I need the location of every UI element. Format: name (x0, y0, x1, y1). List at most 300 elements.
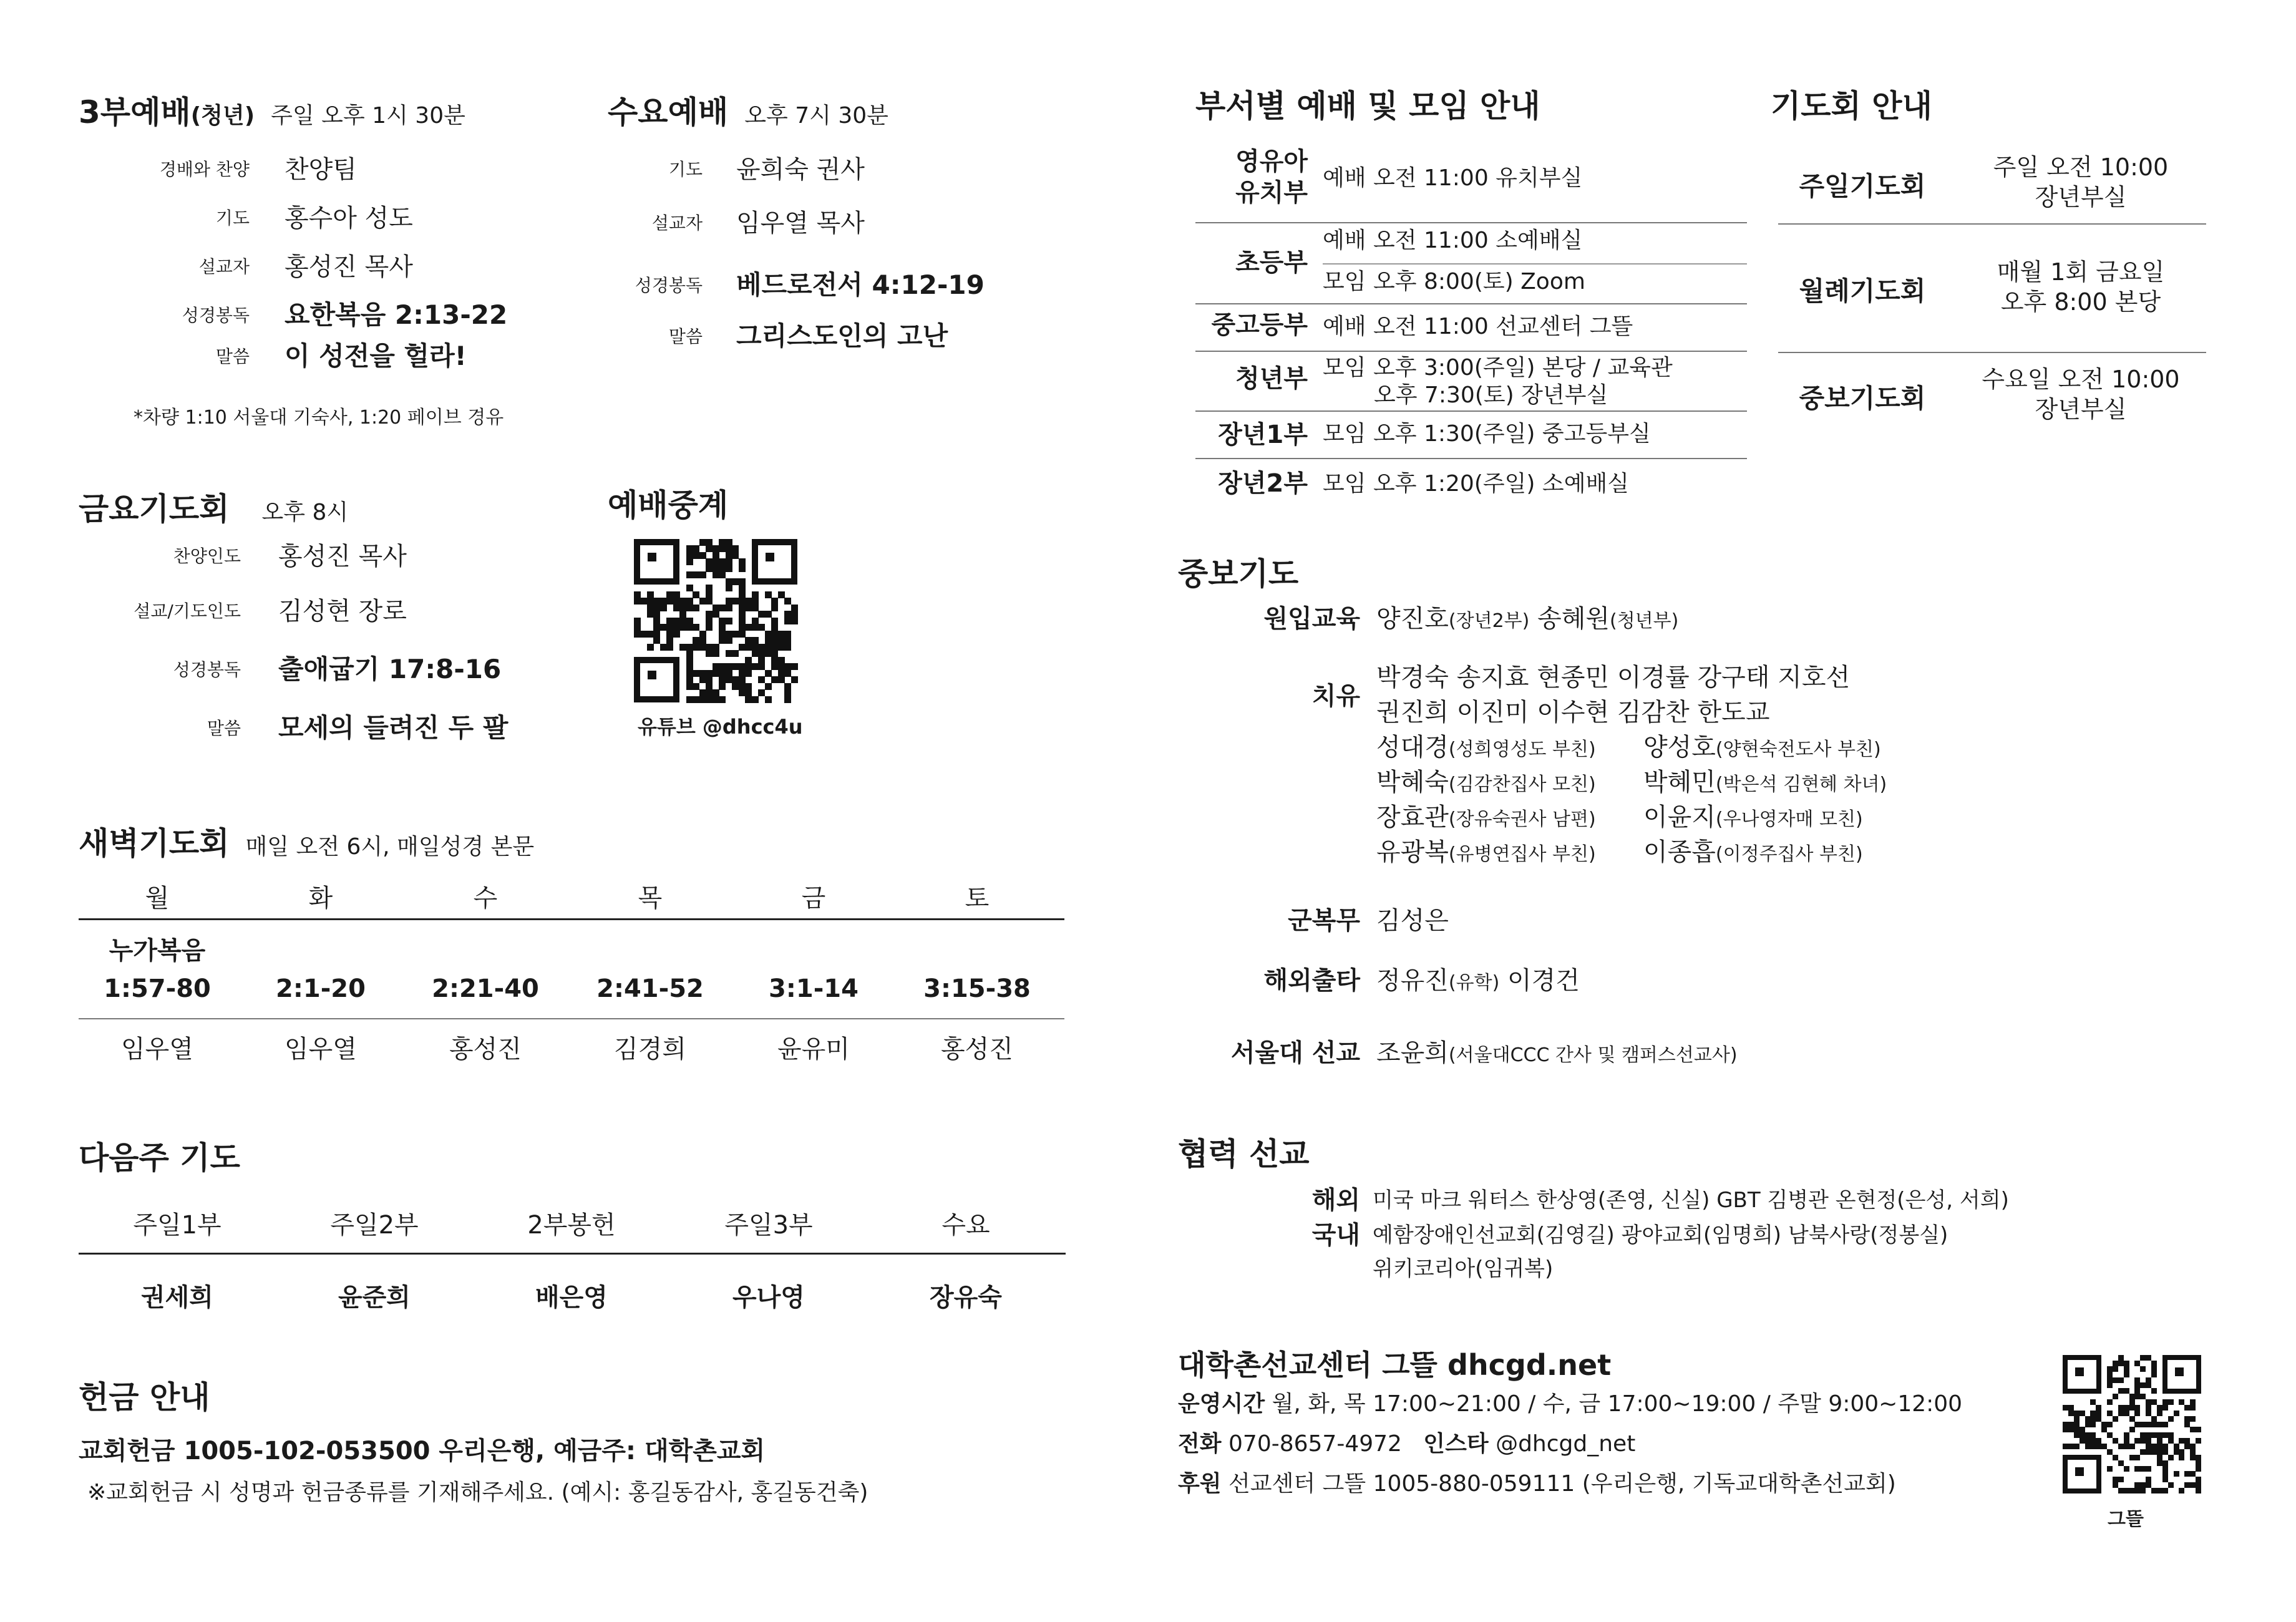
qr-module (791, 676, 798, 683)
qr-module (752, 598, 759, 605)
qr-module (2184, 1471, 2190, 1477)
qr-module (778, 591, 785, 598)
qr-module (693, 696, 699, 703)
qr-module (2090, 1416, 2096, 1422)
qr-module (666, 637, 673, 644)
qr-module (2096, 1438, 2101, 1444)
qr-module (2162, 1449, 2168, 1455)
qr-module (706, 565, 713, 572)
qr-module (719, 696, 726, 703)
qr-module (660, 598, 667, 605)
qr-module (693, 624, 699, 631)
qr-module (2140, 1438, 2146, 1444)
qr-module (2140, 1422, 2146, 1427)
qr-module (2190, 1399, 2196, 1405)
row-value: 베드로전서 4:12-19 (736, 270, 985, 300)
qr-module (739, 689, 746, 696)
qr-module (745, 605, 752, 611)
qr-module (2101, 1444, 2107, 1449)
youtube-qr-code[interactable] (634, 539, 797, 702)
qr-module (2129, 1394, 2135, 1399)
qr-module (699, 539, 706, 546)
qr-module (2124, 1366, 2129, 1372)
dept-schedule: 예배 오전 11:00 유치부실 (1323, 165, 1583, 191)
qr-module (752, 644, 759, 651)
qr-module (2184, 1438, 2190, 1444)
qr-module (778, 663, 785, 670)
qr-module (2068, 1427, 2074, 1432)
qr-module (739, 578, 746, 585)
qr-module (2107, 1382, 2113, 1388)
row-divider (1778, 223, 2206, 225)
center-qr-caption: 그뜰 (2108, 1508, 2144, 1530)
new-members: 양진호(장년2부) 송혜원(청년부) (1376, 605, 1679, 633)
qr-module (2196, 1482, 2201, 1488)
qr-module (666, 598, 673, 605)
qr-module (719, 637, 726, 644)
center-qr-code[interactable] (2063, 1355, 2201, 1493)
qr-module (719, 670, 726, 677)
qr-module (2085, 1416, 2091, 1422)
qr-module (2174, 1444, 2179, 1449)
qr-module (2107, 1432, 2113, 1438)
dawn-table (79, 873, 1064, 1064)
qr-module (634, 618, 641, 624)
qr-module (2146, 1405, 2151, 1411)
qr-module (726, 539, 732, 546)
qr-module (719, 618, 726, 624)
qr-module (739, 585, 746, 591)
row-label: 설교자 (198, 256, 250, 277)
qr-module (2124, 1488, 2129, 1493)
qr-module (713, 558, 719, 565)
qr-module (791, 663, 798, 670)
qr-module (647, 611, 654, 618)
qr-module (2113, 1438, 2118, 1444)
qr-module (2124, 1388, 2129, 1394)
qr-module (771, 605, 778, 611)
qr-module (2179, 1449, 2184, 1455)
qr-module (2113, 1366, 2118, 1372)
prayer-meeting-name: 중보기도회 (1799, 383, 1926, 414)
qr-module (2190, 1449, 2196, 1455)
qr-module (2090, 1438, 2096, 1444)
qr-module (2090, 1432, 2096, 1438)
row-divider (1778, 352, 2206, 353)
qr-module (686, 552, 693, 559)
qr-module (739, 631, 746, 638)
center-title: 대학촌선교센터 그뜰 dhcgd.net (1178, 1348, 1612, 1382)
qr-module (778, 670, 785, 677)
leader: 임우열 (285, 1035, 357, 1064)
qr-module (2140, 1488, 2146, 1493)
qr-module (2184, 1444, 2190, 1449)
qr-module (752, 663, 759, 670)
qr-module (2124, 1444, 2129, 1449)
qr-module (2151, 1416, 2157, 1422)
qr-module (693, 591, 699, 598)
qr-module (653, 624, 660, 631)
healing-pair: 장효관(장유숙권사 남편) (1376, 803, 1596, 832)
qr-module (673, 598, 680, 605)
qr-module (765, 683, 772, 690)
intercession-label: 원입교육 (1263, 605, 1360, 633)
qr-module (732, 598, 739, 605)
qr-module (2157, 1432, 2162, 1438)
qr-module (778, 631, 785, 638)
qr-module (653, 598, 660, 605)
qr-module (2151, 1432, 2157, 1438)
qr-module (2157, 1422, 2162, 1427)
qr-module (2184, 1416, 2190, 1422)
qr-module (739, 598, 746, 605)
partners-label: 해외 (1311, 1186, 1360, 1215)
qr-module (693, 552, 699, 559)
qr-module (2096, 1405, 2101, 1411)
qr-module (2074, 1411, 2080, 1416)
qr-module (739, 644, 746, 651)
qr-module (2162, 1422, 2168, 1427)
qr-module (2118, 1477, 2124, 1482)
qr-module (2184, 1482, 2190, 1488)
friday-title: 금요기도회 오후 8시 (79, 491, 349, 527)
qr-module (732, 650, 739, 657)
qr-module (2124, 1361, 2129, 1366)
qr-module (686, 585, 693, 591)
qr-module (686, 644, 693, 651)
qr-module (673, 605, 680, 611)
dept-name: 초등부 (1235, 248, 1308, 277)
row-subdivider (1323, 263, 1747, 265)
prayer-name: 장유숙 (930, 1283, 1002, 1312)
qr-module (2090, 1411, 2096, 1416)
qr-module (745, 637, 752, 644)
leader: 홍성진 (941, 1035, 1013, 1064)
passage: 1:57-80 (104, 974, 211, 1003)
qr-module (706, 670, 713, 677)
qr-module (2134, 1488, 2140, 1493)
qr-module (2118, 1388, 2124, 1394)
qr-module (2146, 1449, 2151, 1455)
qr-module (771, 598, 778, 605)
qr-module (771, 657, 778, 664)
center-contact: 전화 070-8657-4972 인스타 @dhcgd_net (1178, 1431, 1636, 1457)
qr-module (2129, 1444, 2135, 1449)
qr-module (726, 650, 732, 657)
qr-module (719, 565, 726, 572)
qr-module (2074, 1444, 2080, 1449)
qr-module (686, 676, 693, 683)
qr-module (758, 611, 765, 618)
qr-module (745, 644, 752, 651)
qr-module (2140, 1466, 2146, 1472)
qr-module (2134, 1482, 2140, 1488)
row-label: 설교자 (651, 213, 703, 233)
qr-module (739, 605, 746, 611)
qr-module (2107, 1366, 2113, 1372)
qr-module (706, 676, 713, 683)
qr-module (2157, 1438, 2162, 1444)
qr-module (2063, 1422, 2068, 1427)
qr-module (2190, 1471, 2196, 1477)
day-header: 수 (473, 884, 498, 913)
qr-module (2162, 1460, 2168, 1466)
row-value: 홍수아 성도 (285, 204, 413, 233)
intercession-label: 치유 (1311, 682, 1360, 711)
qr-module (732, 663, 739, 670)
row-label: 성경봉독 (173, 659, 241, 680)
qr-module (765, 631, 772, 638)
qr-module (706, 539, 713, 546)
dept-schedule: 예배 오전 11:00 선교센터 그뜰 (1323, 314, 1633, 339)
qr-module (2129, 1488, 2135, 1493)
qr-module (752, 637, 759, 644)
dept-name: 중고등부 (1211, 311, 1308, 339)
wednesday-title: 수요예배 오후 7시 30분 (608, 94, 888, 130)
healing-names: 권진희 이진미 이수현 김감찬 한도교 (1376, 698, 1770, 727)
qr-module (2080, 1427, 2085, 1432)
qr-module (719, 545, 726, 552)
passage: 2:21-40 (432, 974, 539, 1003)
qr-module (2118, 1405, 2124, 1411)
row-value: 모세의 들려진 두 팔 (278, 712, 508, 743)
offering-title: 헌금 안내 (79, 1379, 210, 1416)
qr-module (647, 598, 654, 605)
qr-module (699, 644, 706, 651)
qr-module (2113, 1482, 2118, 1488)
prayer-meetings-table (1778, 143, 2206, 430)
prayer-name: 윤준희 (338, 1283, 411, 1312)
row-divider (1195, 222, 1747, 223)
qr-module (719, 676, 726, 683)
qr-module (726, 637, 732, 644)
row-label: 기도 (215, 208, 250, 228)
day-header: 금 (801, 884, 826, 913)
row-label: 찬양인도 (173, 546, 241, 566)
qr-module (666, 624, 673, 631)
qr-module (666, 618, 673, 624)
qr-module (719, 683, 726, 690)
qr-module (653, 637, 660, 644)
qr-module (2134, 1438, 2140, 1444)
qr-module (2063, 1405, 2068, 1411)
qr-module (693, 670, 699, 677)
qr-module (765, 644, 772, 651)
qr-module (2134, 1388, 2140, 1394)
qr-module (706, 696, 713, 703)
qr-module (699, 696, 706, 703)
qr-module (726, 618, 732, 624)
qr-module (2196, 1488, 2201, 1493)
qr-module (784, 618, 791, 624)
row-divider (1195, 351, 1747, 352)
qr-module (2146, 1422, 2151, 1427)
qr-module (2101, 1422, 2107, 1427)
qr-module (686, 657, 693, 664)
qr-module (2174, 1411, 2179, 1416)
qr-module (2151, 1366, 2157, 1372)
qr-module (2124, 1466, 2129, 1472)
row-value: 윤희숙 권사 (736, 155, 865, 184)
qr-module (640, 598, 647, 605)
day-header: 토 (965, 884, 990, 913)
qr-module (2096, 1416, 2101, 1422)
qr-module (2179, 1438, 2184, 1444)
healing-pair: 박혜민(박은석 김현혜 차녀) (1643, 768, 1887, 797)
qr-module (686, 696, 693, 703)
qr-module (706, 598, 713, 605)
qr-module (706, 624, 713, 631)
qr-module (686, 650, 693, 657)
qr-module (679, 624, 686, 631)
qr-module (2168, 1482, 2174, 1488)
qr-module (699, 676, 706, 683)
qr-module (726, 605, 732, 611)
qr-module (2107, 1372, 2113, 1377)
qr-module (706, 618, 713, 624)
qr-module (2196, 1438, 2201, 1444)
prayer-slot: 2부봉헌 (527, 1211, 616, 1240)
qr-module (765, 611, 772, 618)
qr-module (2090, 1444, 2096, 1449)
qr-module (2146, 1477, 2151, 1482)
qr-module (791, 611, 798, 618)
qr-module (726, 545, 732, 552)
qr-module (2124, 1405, 2129, 1411)
qr-module (2096, 1444, 2101, 1449)
row-value: 그리스도인의 고난 (736, 321, 948, 351)
qr-module (2113, 1361, 2118, 1366)
book-name: 누가복음 (109, 936, 206, 965)
intercession-label: 군복무 (1288, 906, 1360, 935)
qr-module (2151, 1372, 2157, 1377)
qr-finder (2063, 1355, 2101, 1394)
prayer-meeting-info: 수요일 오전 10:00 장년부실 (1982, 366, 2180, 423)
qr-module (647, 644, 654, 651)
dept-schedule: 모임 오후 3:00(주일) 본당 / 교육관 (1323, 355, 1673, 381)
qr-module (686, 598, 693, 605)
row-value: 김성현 장로 (278, 597, 407, 626)
row-value: 홍성진 목사 (285, 253, 413, 281)
qr-module (713, 545, 719, 552)
intercession-title: 중보기도 (1178, 556, 1299, 592)
qr-module (726, 598, 732, 605)
qr-module (771, 644, 778, 651)
qr-module (2168, 1438, 2174, 1444)
row-value: 출애굽기 17:8-16 (278, 654, 502, 684)
dept-schedule: 예배 오전 11:00 소예배실 (1323, 228, 1583, 253)
domestic-partners: 예함장애인선교회(김영길) 광야교회(임명희) 남북사랑(정봉실) (1373, 1223, 1948, 1248)
qr-module (752, 591, 759, 598)
qr-module (2107, 1466, 2113, 1472)
qr-module (2146, 1438, 2151, 1444)
qr-module (2118, 1361, 2124, 1366)
qr-module (2168, 1455, 2174, 1460)
qr-finder (634, 657, 679, 702)
qr-module (2146, 1432, 2151, 1438)
qr-module (2157, 1449, 2162, 1455)
qr-module (752, 650, 759, 657)
qr-module (752, 618, 759, 624)
qr-module (2124, 1438, 2129, 1444)
qr-module (647, 591, 654, 598)
qr-module (2118, 1355, 2124, 1361)
qr-module (2196, 1460, 2201, 1466)
offering-note: ※교회헌금 시 성명과 헌금종류를 기재해주세요. (예시: 홍길동감사, 홍길동건축) (87, 1480, 868, 1505)
qr-module (2090, 1399, 2096, 1405)
qr-module (2068, 1422, 2074, 1427)
qr-module (752, 696, 759, 703)
qr-module (693, 637, 699, 644)
qr-module (726, 631, 732, 638)
qr-module (2162, 1432, 2168, 1438)
qr-module (726, 670, 732, 677)
qr-module (2107, 1377, 2113, 1383)
qr-module (693, 644, 699, 651)
qr-module (778, 644, 785, 651)
overseas-partners: 미국 마크 워터스 한상영(존영, 신실) GBT 김병관 온현정(은성, 서희) (1373, 1188, 2009, 1213)
qr-module (758, 676, 765, 683)
qr-module (706, 650, 713, 657)
qr-module (719, 631, 726, 638)
dept-schedule: 모임 오후 1:30(주일) 중고등부실 (1323, 421, 1651, 447)
qr-module (713, 689, 719, 696)
qr-module (2179, 1488, 2184, 1493)
qr-module (2157, 1455, 2162, 1460)
qr-module (706, 591, 713, 598)
qr-module (765, 650, 772, 657)
qr-module (2118, 1444, 2124, 1449)
qr-module (726, 663, 732, 670)
qr-module (739, 676, 746, 683)
qr-module (2068, 1405, 2074, 1411)
qr-module (713, 611, 719, 618)
qr-module (2080, 1411, 2085, 1416)
youtube-caption: 유튜브 @dhcc4u (638, 715, 803, 739)
prayer-meeting-info: 매월 1회 금요일 오후 8:00 본당 (1997, 258, 2165, 316)
qr-module (2113, 1416, 2118, 1422)
qr-module (784, 644, 791, 651)
qr-module (2140, 1394, 2146, 1399)
leader: 김경희 (614, 1035, 686, 1064)
broadcast-title: 예배중계 (608, 487, 729, 523)
qr-module (726, 558, 732, 565)
qr-module (784, 631, 791, 638)
qr-module (2080, 1438, 2085, 1444)
qr-module (732, 631, 739, 638)
qr-module (771, 624, 778, 631)
qr-module (2151, 1488, 2157, 1493)
prayer-slot: 주일2부 (330, 1211, 419, 1240)
row-label: 말씀 (207, 718, 241, 739)
qr-module (784, 663, 791, 670)
departments-table (1195, 141, 1747, 509)
qr-module (2140, 1366, 2146, 1372)
qr-module (726, 565, 732, 572)
row-label: 말씀 (668, 326, 703, 347)
qr-module (686, 545, 693, 552)
departments-title: 부서별 예배 및 모임 안내 (1195, 88, 1540, 124)
qr-module (660, 644, 667, 651)
qr-module (2134, 1382, 2140, 1388)
qr-module (732, 683, 739, 690)
qr-module (686, 670, 693, 677)
qr-module (719, 558, 726, 565)
day-header: 화 (308, 884, 333, 913)
qr-module (2162, 1466, 2168, 1472)
qr-module (2107, 1411, 2113, 1416)
row-label: 기도 (668, 159, 703, 180)
